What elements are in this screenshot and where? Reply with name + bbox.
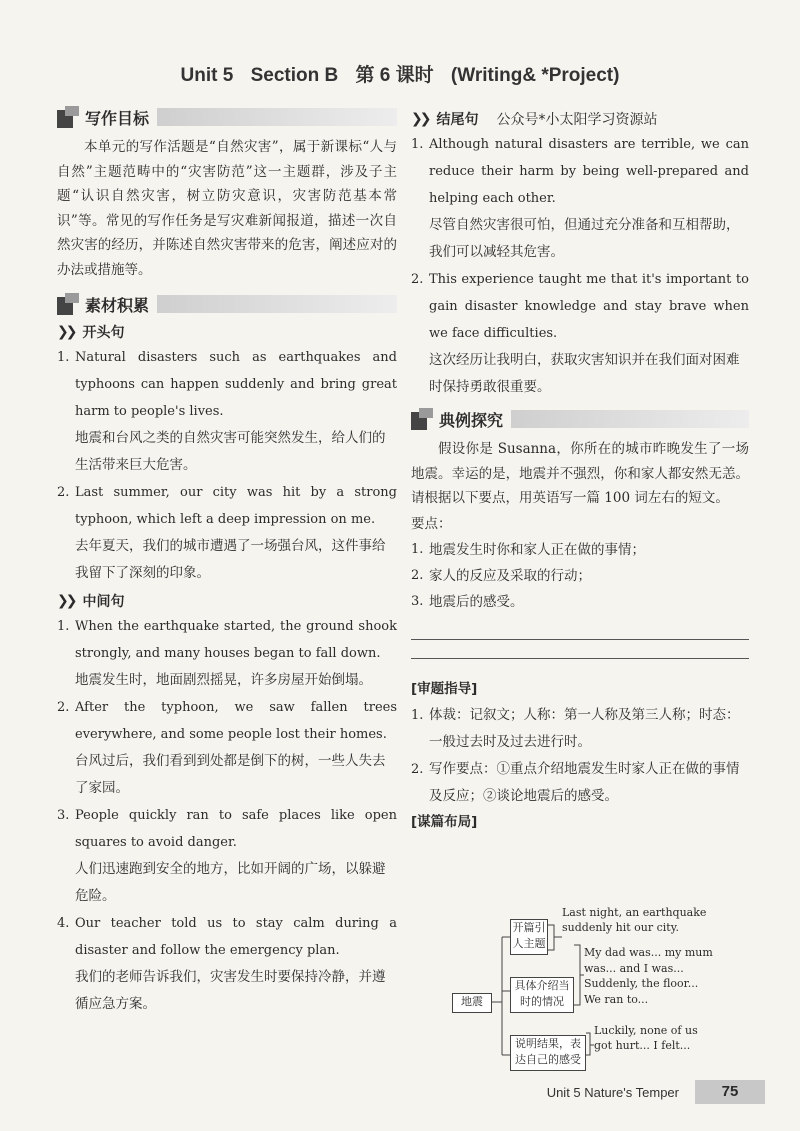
list-item xyxy=(411,131,749,266)
english-sentence: Although natural disasters are terrible, we can reduce their harm by being well-prepared and helping each other. xyxy=(429,137,749,206)
section-square-icon xyxy=(57,293,79,315)
list-item xyxy=(57,910,397,1018)
item-number: 1. xyxy=(411,707,424,723)
subheading-label: 结尾句 xyxy=(436,112,479,128)
guide-text: 体裁：记叙文；人称：第一人称及第三人称；时态：一般过去时及过去进行时。 xyxy=(429,706,740,750)
item-number: 3. xyxy=(57,808,70,823)
subheading-label: 中间句 xyxy=(82,594,125,610)
topic-label: (Writing& *Project) xyxy=(450,65,620,86)
section-bar xyxy=(157,295,397,313)
point-text: 家人的反应及采取的行动； xyxy=(429,567,591,584)
mind-map-branch: 开篇引人主题 xyxy=(510,919,548,955)
page-title xyxy=(0,60,800,87)
section-label: Section B xyxy=(250,65,339,86)
point-text: 地震后的感受。 xyxy=(429,593,524,610)
subheading-extra: 公众号*小太阳学习资源站 xyxy=(496,112,658,128)
list-item xyxy=(57,344,397,479)
footer-unit: Unit 5 Nature's Temper xyxy=(546,1084,679,1100)
mind-map-text: Luckily, none of us got hurt... I felt... xyxy=(594,1024,698,1052)
item-number: 1. xyxy=(57,619,70,634)
goal-text: 本单元的写作活题是“自然灾害”，属于新课标“人与自然”主题范畴中的“灾害防范”这一主题群，涉及子主题“认识自然灾害，树立防灾意识，灾害防范基本常识”等。常见的写作任务是写灾难新闻报道，描述一次自然灾害的经历，并陈述自然灾害带来的危害，阐述应对的办法或措施等。 xyxy=(57,139,397,278)
chinese-translation: 人们迅速跑到安全的地方，比如开阔的广场，以躲避危险。 xyxy=(75,861,386,904)
item-number: 1. xyxy=(57,350,70,365)
list-item xyxy=(411,266,749,401)
subheading-label: 开头句 xyxy=(82,325,125,341)
english-sentence: This experience taught me that it's important to gain disaster knowledge and stay brave when we face difficulties. xyxy=(429,272,749,341)
mind-map xyxy=(450,905,770,1065)
point-text: 地震发生时你和家人正在做的事情； xyxy=(429,541,645,558)
chinese-translation: 地震发生时，地面剧烈摇晃，许多房屋开始倒塌。 xyxy=(75,672,372,688)
english-sentence: After the typhoon, we saw fallen trees everywhere, and some people lost their homes. xyxy=(75,700,397,742)
chinese-translation: 这次经历让我明白，获取灾害知识并在我们面对困难时保持勇敢很重要。 xyxy=(429,352,740,395)
section-title: 写作目标 xyxy=(85,108,150,128)
guide-label: [审题指导] xyxy=(411,680,478,697)
layout-label: [谋篇布局] xyxy=(411,813,478,830)
list-item xyxy=(57,479,397,587)
points-label: 要点： xyxy=(411,515,452,532)
section-square-icon xyxy=(411,408,433,430)
double-chevron-icon: ❯❯ xyxy=(411,111,429,127)
chinese-translation: 我们的老师告诉我们，灾害发生时要保持冷静，并遵循应急方案。 xyxy=(75,969,386,1012)
section-heading-example xyxy=(411,407,749,431)
item-number: 1. xyxy=(411,137,424,152)
chinese-translation: 去年夏天，我们的城市遭遇了一场强台风，这件事给我留下了深刻的印象。 xyxy=(75,538,386,581)
answer-line xyxy=(411,639,749,640)
answer-line xyxy=(411,658,749,659)
point-item xyxy=(411,589,749,615)
guide-item xyxy=(411,702,749,756)
chinese-translation: 地震和台风之类的自然灾害可能突然发生，给人们的生活带来巨大危害。 xyxy=(75,430,386,473)
section-title: 典例探究 xyxy=(439,410,504,430)
item-number: 2. xyxy=(411,567,424,583)
mind-map-branch: 说明结果，表达自己的感受 xyxy=(510,1035,586,1071)
example-prompt: 假设你是 Susanna，你所在的城市昨晚发生了一场地震。幸运的是，地震并不强烈，你和家人都安然无恙。请根据以下要点，用英语写一篇 100 词左右的短文。 xyxy=(411,441,749,506)
lesson-label: 第 6 课时 xyxy=(355,65,434,86)
unit-label: Unit 5 xyxy=(180,65,234,86)
item-number: 1. xyxy=(411,541,424,557)
double-chevron-icon: ❯❯ xyxy=(57,324,75,340)
item-number: 4. xyxy=(57,916,70,931)
chinese-translation: 台风过后，我们看到到处都是倒下的树，一些人失去了家园。 xyxy=(75,753,386,796)
english-sentence: Natural disasters such as earthquakes and typhoons can happen suddenly and bring great harm to people's lives. xyxy=(75,350,397,419)
mind-map-text: Last night, an earthquake suddenly hit our city. xyxy=(562,906,707,934)
item-number: 3. xyxy=(411,593,424,609)
guide-text: 写作要点：①重点介绍地震发生时家人正在做的事情及反应；②谈论地震后的感受。 xyxy=(429,760,740,804)
item-number: 2. xyxy=(57,485,70,500)
section-heading-materials xyxy=(57,292,397,316)
english-sentence: Last summer, our city was hit by a strong typhoon, which left a deep impression on me. xyxy=(75,485,397,527)
point-item xyxy=(411,563,749,589)
right-column xyxy=(411,105,749,835)
subheading-opening xyxy=(57,322,397,342)
section-title: 素材积累 xyxy=(85,295,150,315)
mind-map-branch: 具体介绍当时的情况 xyxy=(510,977,574,1013)
section-bar xyxy=(157,108,397,126)
english-sentence: People quickly ran to safe places like open squares to avoid danger. xyxy=(75,808,397,850)
english-sentence: When the earthquake started, the ground shook strongly, and many houses began to fall down. xyxy=(75,619,397,661)
item-number: 2. xyxy=(411,272,424,287)
list-item xyxy=(57,802,397,910)
page-footer xyxy=(547,1080,765,1104)
point-item xyxy=(411,537,749,563)
english-sentence: Our teacher told us to stay calm during a disaster and follow the emergency plan. xyxy=(75,916,397,958)
mind-map-root: 地震 xyxy=(452,993,492,1013)
guide-item xyxy=(411,756,749,810)
left-column xyxy=(57,105,397,1018)
subheading-middle xyxy=(57,591,397,611)
list-item xyxy=(57,694,397,802)
subheading-ending xyxy=(411,109,749,129)
page-number: 75 xyxy=(695,1080,765,1104)
list-item xyxy=(57,613,397,694)
section-bar xyxy=(511,410,749,428)
item-number: 2. xyxy=(57,700,70,715)
section-heading-goal xyxy=(57,105,397,129)
chinese-translation: 尽管自然灾害很可怕，但通过充分准备和互相帮助，我们可以减轻其危害。 xyxy=(429,217,740,260)
double-chevron-icon: ❯❯ xyxy=(57,593,75,609)
section-square-icon xyxy=(57,106,79,128)
mind-map-text: My dad was... my mum was... and I was... Suddenly, the floor... We ran to... xyxy=(584,946,713,1006)
item-number: 2. xyxy=(411,761,424,777)
